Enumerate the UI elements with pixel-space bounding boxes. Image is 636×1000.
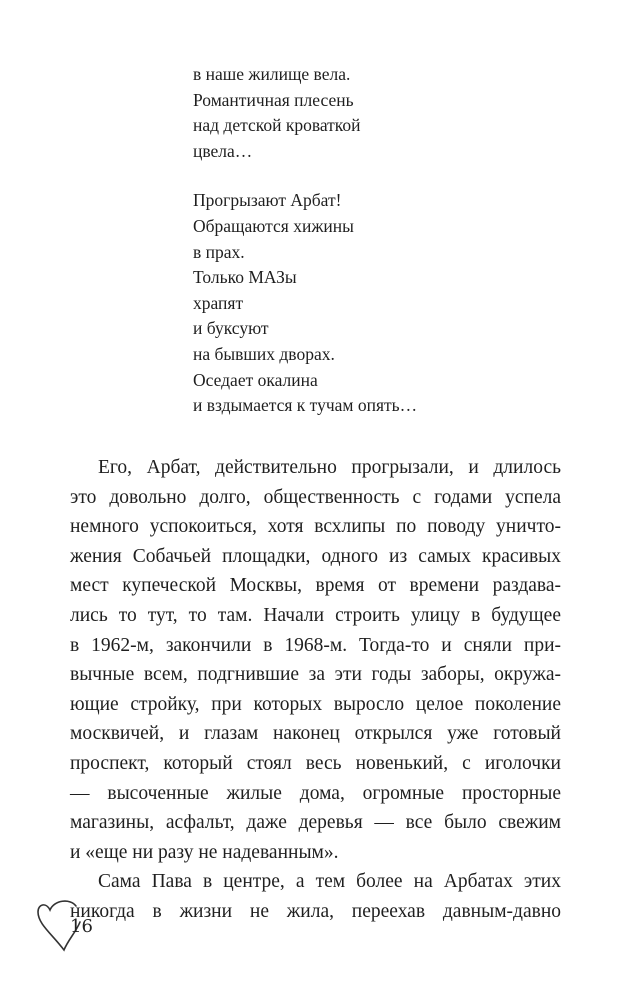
prose-line: магазины, асфальт, даже деревья — все было свежим [70, 812, 561, 834]
poem-line: на бывших дворах. [193, 343, 335, 364]
poem-line: Прогрызают Арбат! [193, 190, 342, 211]
prose-line: Его, Арбат, действительно прогрызали, и длилось [98, 457, 561, 478]
poem-line: Оседает окалина [193, 369, 318, 390]
poem-line: храпят [193, 292, 244, 313]
poem-line: над детской кроваткой [193, 115, 361, 136]
poem-line: Обращаются хижины [193, 215, 354, 236]
poem-line: в прах. [193, 241, 245, 262]
prose-line: лись то тут, то там. Начали строить улицу в будущее [70, 604, 561, 626]
poem-line: и буксуют [193, 318, 269, 339]
poem-line: Романтичная плесень [193, 89, 354, 110]
prose-line: проспект, который стоял весь новенький, с иголочки [70, 752, 561, 774]
prose-line: и «еще ни разу не надеванным». [70, 841, 339, 863]
prose-line: никогда в жизни не жила, переехав давным-давно [70, 900, 561, 922]
poem-line: в наше жилище вела. [193, 64, 351, 84]
prose-line: ющие стройку, при которых выросло целое поколение [70, 693, 561, 715]
prose-line: москвичей, и глазам наконец открылся уже готовый [70, 723, 561, 745]
prose-line: Сама Пава в центре, а тем более на Арбатах этих [98, 871, 561, 893]
prose-line: это довольно долго, общественность с годами успела [70, 486, 561, 508]
prose-line: — высоченные жилые дома, огромные просторные [70, 782, 561, 804]
prose-line: жения Собачьей площадки, одного из самых красивых [70, 545, 561, 567]
prose-body [70, 453, 561, 927]
prose-line: немного успокоиться, хотя всхлипы по поводу уничто- [70, 516, 561, 538]
page-number: 16 [70, 916, 93, 937]
poem [193, 62, 417, 419]
poem-line: цвела… [193, 140, 253, 161]
prose-line: мест купеческой Москвы, время от времени раздава- [70, 575, 561, 597]
prose-line: в 1962-м, закончили в 1968-м. Тогда-то и сняли при- [70, 634, 561, 656]
poem-stanza-2 [193, 188, 417, 418]
poem-stanza-1 [193, 62, 417, 164]
poem-line: Только МАЗы [193, 267, 297, 288]
page-number-ornament [36, 898, 96, 958]
prose-line: вычные всем, подгнившие за эти годы заборы, окружа- [70, 664, 561, 686]
poem-line: и вздымается к тучам опять… [193, 395, 418, 416]
